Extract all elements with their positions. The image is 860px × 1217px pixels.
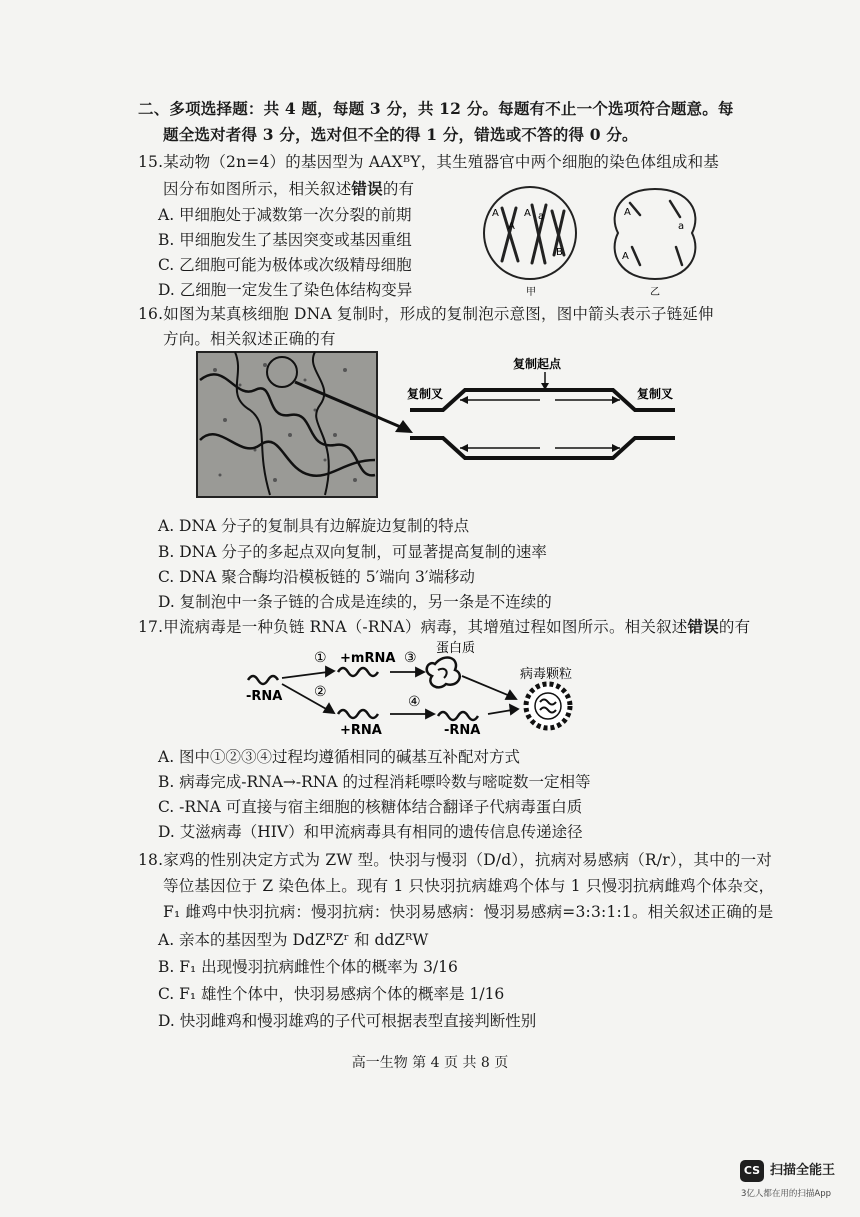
q16-replication-figure [195,350,695,505]
fig-label-yi: 乙 [650,287,660,298]
q16-option-a: A. DNA 分子的复制具有边解旋边复制的特点 [158,517,470,535]
q17-option-b: B. 病毒完成-RNA→-RNA 的过程消耗嘌呤数与嘧啶数一定相等 [158,773,591,791]
q16-stem-line1: 16.如图为某真核细胞 DNA 复制时，形成的复制泡示意图，图中箭头表示子链延伸 [138,305,714,323]
wave-minus-rna-2 [438,712,478,720]
label-protein: 蛋白质 [436,641,476,656]
q15-stem-line2 [163,178,414,200]
q15-option-c: C. 乙细胞可能为极体或次级精母细胞 [158,256,412,274]
q15-option-a: A. 甲细胞处于减数第一次分裂的前期 [158,206,412,224]
q15-stem-line1: 15.某动物（2n=4）的基因型为 AAXᴮY，其生殖器官中两个细胞的染色体组成和基 [138,153,720,171]
q16-stem-line2: 方向。相关叙述正确的有 [163,330,336,348]
q18-option-b: B. F₁ 出现慢羽抗病雌性个体的概率为 3/16 [158,958,458,976]
section-header-line1: 二、多项选择题：共 4 题，每题 3 分，共 12 分。每题有不止一个选项符合题意。每 [138,99,734,118]
section-header-line2: 题全选对者得 3 分，选对但不全的得 1 分，错选或不答的得 0 分。 [163,125,638,144]
q17-stem-text: 17.甲流病毒是一种负链 RNA（-RNA）病毒，其增殖过程如图所示。相关叙述 [138,618,688,636]
q17-option-a: A. 图中①②③④过程均遵循相同的碱基互补配对方式 [158,748,521,766]
gene-label-a4: a [538,211,545,222]
gene-label-b: B [556,247,563,258]
step-1: ① [314,650,327,666]
scanner-logo-icon: CS [740,1160,764,1182]
q18-stem-line3: F₁ 雌鸡中快羽抗病：慢羽抗病：快羽易感病：慢羽易感病=3:3:1:1。相关叙述正确的是 [163,903,774,921]
q16-option-c: C. DNA 聚合酶均沿模板链的 5′端向 3′端移动 [158,568,475,586]
q18-option-d: D. 快羽雌鸡和慢羽雄鸡的子代可根据表型直接判断性别 [158,1012,537,1030]
q15-option-d: D. 乙细胞一定发生了染色体结构变异 [158,281,413,299]
q15-cell-figure [480,183,720,301]
q18-option-c: C. F₁ 雄性个体中，快羽易感病个体的概率是 1/16 [158,985,505,1003]
q17-virus-figure [240,640,590,740]
q15-option-b: B. 甲细胞发生了基因突变或基因重组 [158,231,412,249]
step-3: ③ [404,650,417,666]
q17-option-c: C. -RNA 可直接与宿主细胞的核糖体结合翻译子代病毒蛋白质 [158,798,583,816]
q15-keyword: 错误 [351,179,383,198]
wave-mrna [338,668,378,676]
q17-stem-line1 [138,616,750,638]
label-mrna: +mRNA [340,651,396,666]
gene-label-a3: A [524,208,531,219]
scanner-title: 扫描全能王 [770,1163,836,1178]
replication-bubble [410,372,675,458]
q18-stem-line1: 18.家鸡的性别决定方式为 ZW 型。快羽与慢羽（D/d），抗病对易感病（R/r），其中的一对 [138,851,772,869]
scanner-subtitle: 3亿人都在用的扫描App [741,1189,832,1199]
q15-stem-text: 因分布如图所示，相关叙述 [163,180,352,198]
q18-option-a: A. 亲本的基因型为 DdZᴿZʳ 和 ddZᴿW [158,931,429,949]
label-origin: 复制起点 [513,357,562,371]
wave-minus-rna [248,676,278,684]
q16-option-b: B. DNA 分子的多起点双向复制，可显著提高复制的速率 [158,543,547,561]
virion [526,684,570,728]
label-plus-rna: +RNA [340,723,382,738]
q16-option-d: D. 复制泡中一条子链的合成是连续的，另一条是不连续的 [158,593,552,611]
cell-jia [484,187,576,298]
micrograph-panel [197,352,377,497]
q15-stem-tail: 的有 [382,180,415,198]
q17-stem-tail: 的有 [718,618,751,636]
step-2: ② [314,684,327,700]
step-4: ④ [408,694,421,710]
q17-keyword: 错误 [687,617,719,636]
q17-option-d: D. 艾滋病毒（HIV）和甲流病毒具有相同的遗传信息传递途径 [158,823,583,841]
gene-label-a7: A [622,251,629,262]
protein-blob [427,657,460,687]
label-virion: 病毒颗粒 [520,667,573,682]
wave-plus-rna [338,710,378,718]
label-fork-left: 复制叉 [407,387,444,401]
gene-label-a1: A [492,208,499,219]
label-minus-rna: -RNA [246,689,283,704]
gene-label-a2: A [508,221,515,232]
cell-yi [615,189,696,298]
label-minus-rna-2: -RNA [444,723,481,738]
fig-label-jia: 甲 [526,287,536,298]
q18-stem-line2: 等位基因位于 Z 染色体上。现有 1 只快羽抗病雄鸡个体与 1 只慢羽抗病雌鸡个体杂交， [163,877,775,895]
label-fork-right: 复制叉 [637,387,674,401]
gene-label-a6: a [678,221,685,232]
gene-label-a5: A [624,207,631,218]
page-footer: 高一生物 第 4 页 共 8 页 [351,1055,509,1071]
